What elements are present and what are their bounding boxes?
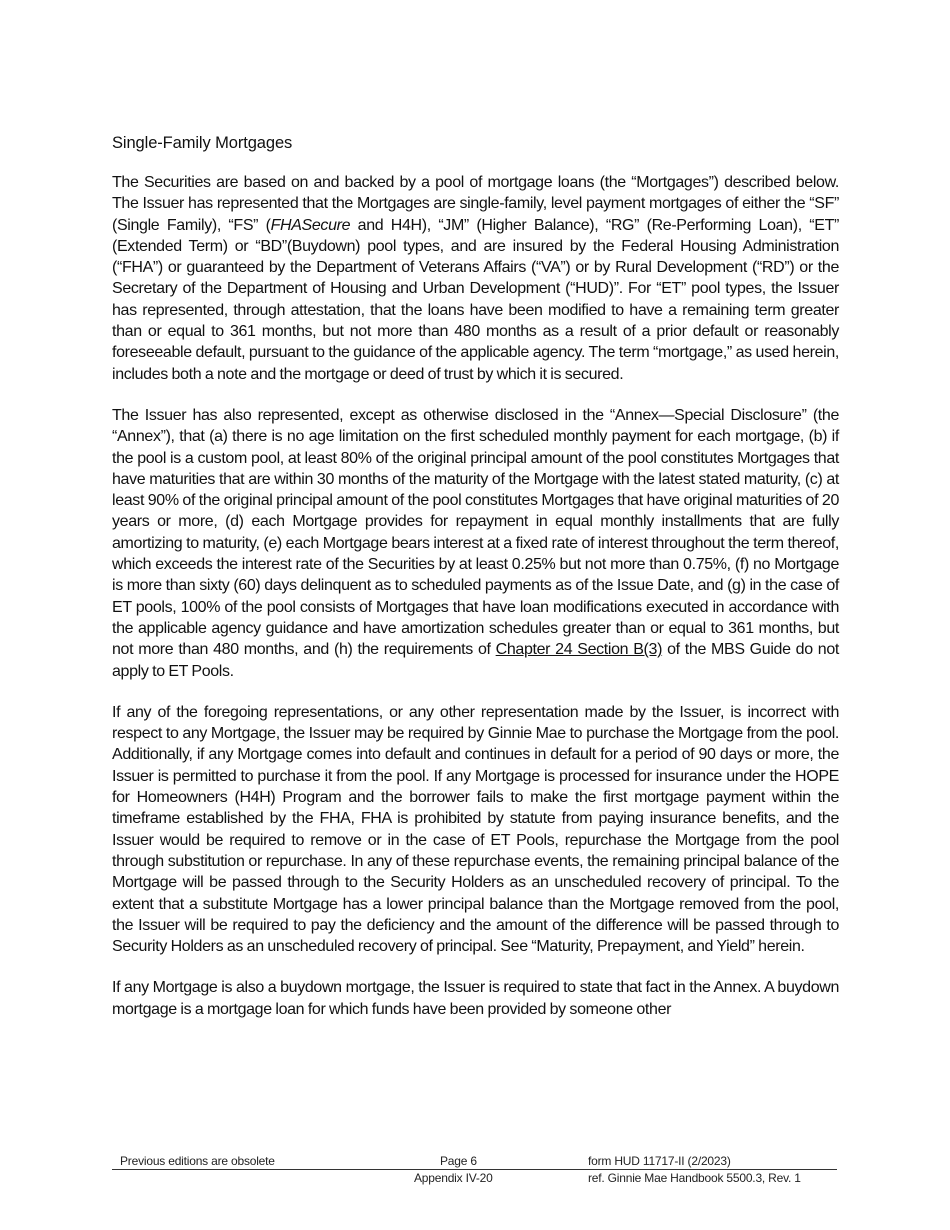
footer-obsolete-note: Previous editions are obsolete bbox=[120, 1154, 275, 1168]
footer-page-number: Page 6 bbox=[440, 1154, 477, 1168]
paragraph2-rest: of the MBS Guide do not apply to ET Pools. bbox=[112, 641, 839, 680]
footer-form-number: form HUD 11717-II (2/2023) bbox=[588, 1154, 731, 1168]
page-content bbox=[112, 131, 839, 1020]
paragraph-mortgage-description bbox=[112, 172, 839, 385]
paragraph-repurchase: If any of the foregoing representations, or any other representation made by the Issuer, is incorrect with respect to any Mortgage, the Issuer may be required by Ginnie Mae to purchase the Mortgage from the pool. Additionally, if any Mortgage comes into default and continues in default for a period of 90 days or more, the Issuer is permitted to purchase it from the pool. If any Mortgage is processed for insurance under the HOPE for Homeowners (H4H) Program and the borrower fails to make the first mortgage payment within the timeframe established by the FHA, FHA is prohibited by statute from paying insurance benefits, and the Issuer would be required to remove or in the case of ET Pools, repurchase the Mortgage from the pool through substitution or repurchase. In any of these repurchase events, the remaining principal balance of the Mortgage will be passed through to the Security Holders as an unscheduled recovery of principal. To the extent that a substitute Mortgage has a lower principal balance than the Mortgage removed from the pool, the Issuer will be required to pay the deficiency and the amount of the difference will be passed through to Security Holders as an unscheduled recovery of principal. See “Maturity, Prepayment, and Yield” herein. bbox=[112, 703, 839, 956]
footer-bottom-row bbox=[112, 1170, 837, 1188]
paragraph1-rest: and H4H), “JM” (Higher Balance), “RG” (Re-Performing Loan), “ET” (Extended Term) or “BD”(Buydown) pool types, and are insured by the Federal Housing Administration (“FHA”) or guaranteed by the Department of Veterans Affairs (“VA”) or by Rural Development (“RD”) or the Secretary of the Department of Housing and Urban Development (“HUD)”. For “ET” pool types, the Issuer has represented, through attestation, that the loans have been modified to have a remaining term greater than or equal to 361 months, but not more than 480 months as a result of a prior default or reasonably foreseeable default, pursuant to the guidance of the applicable agency. The term “mortgage,” as used herein, includes both a note and the mortgage or deed of trust by which it is secured. bbox=[112, 216, 840, 383]
section-title: Single-Family Mortgages bbox=[112, 134, 293, 152]
paragraph1-text: The Securities are based on and backed by a pool of mortgage loans (the “Mortgages”) described below. The Issuer has represented that the Mortgages are single-family, level payment mortgages of either the “SF” (Single Family), “FS” ( bbox=[112, 174, 839, 234]
paragraph-issuer-representations bbox=[112, 405, 839, 682]
paragraph2-text: The Issuer has also represented, except as otherwise disclosed in the “Annex—Special Disclosure” (the “Annex”), that (a) there is no age limitation on the first scheduled monthly payment for each mortgage, (b) if the pool is a custom pool, at least 80% of the original principal amount of the pool constitutes Mortgages that have maturities that are within 30 months of the maturity of the Mortgage with the latest stated maturity, (c) at least 90% of the original principal amount of the pool constitutes Mortgages that have original maturities of 20 years or more, (d) each Mortgage provides for repayment in equal monthly installments that are fully amortizing to maturity, (e) each Mortgage bears interest at a fixed rate of interest throughout the term thereof, which exceeds the interest rate of the Securities by at least 0.25% but not more than 0.75%, (f) no Mortgage is more than sixty (60) days delinquent as to scheduled payments as of the Issue Date, and (g) in the case of ET pools, 100% of the pool consists of Mortgages that have loan modifications executed in accordance with the applicable agency guidance and have amortization schedules greater than or equal to 361 months, but not more than 480 months, and (h) the requirements of bbox=[112, 406, 839, 659]
paragraph1-italic-term: FHASecure bbox=[270, 216, 351, 234]
mbs-guide-chapter-link[interactable]: Chapter 24 Section B(3) bbox=[495, 641, 663, 659]
footer-handbook-ref: ref. Ginnie Mae Handbook 5500.3, Rev. 1 bbox=[588, 1171, 801, 1185]
page-footer bbox=[112, 1152, 837, 1188]
paragraph-buydown: If any Mortgage is also a buydown mortgage, the Issuer is required to state that fact in the Annex. A buydown mortgage is a mortgage loan for which funds have been provided by someone other bbox=[112, 979, 839, 1018]
footer-top-row bbox=[112, 1152, 837, 1170]
footer-appendix: Appendix IV-20 bbox=[414, 1171, 493, 1185]
